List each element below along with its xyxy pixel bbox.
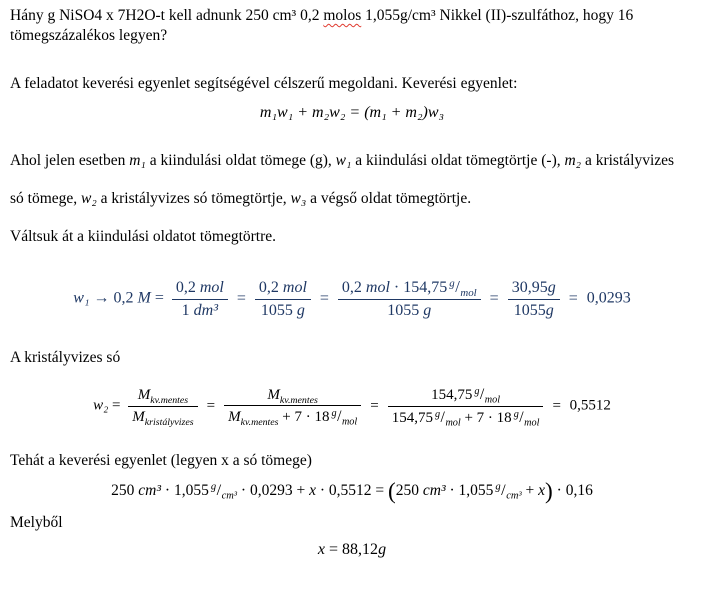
unit-numerator: g [434, 408, 441, 420]
whence-label: Melyből [10, 513, 63, 531]
unit-slash: / [519, 408, 524, 426]
equals-sign: = [108, 397, 125, 414]
g-per-cm3-unit [211, 480, 237, 503]
math-var-x: x [309, 481, 316, 499]
misspelled-word: molos [323, 7, 362, 24]
explain-seg: a kristályvizes só tömege, [10, 152, 675, 207]
intro-paragraph: A feladatot keverési egyenlet segítségével célszerű megoldani. Keverési egyenlet: [10, 75, 518, 92]
eq-term: 1055 [513, 301, 546, 319]
unit-slash: / [337, 408, 342, 426]
equals-sign: = [236, 289, 246, 307]
g-per-cm3-unit [495, 480, 521, 503]
eq-term: 30,95 [511, 278, 548, 296]
eq-term: M [137, 387, 151, 403]
explain-seg: a kristályvizes só tömegtörtje, [96, 190, 291, 207]
eq-subscript: kv.mentes [240, 417, 279, 429]
unit-numerator: g [474, 385, 480, 397]
eq-term: 1055 [260, 301, 297, 319]
math-var-w3: w₃ [290, 190, 307, 207]
result-equation [10, 539, 694, 560]
left-paren: ( [388, 477, 396, 504]
dot-operator: · [445, 481, 459, 499]
eq-term: · 0,16 [552, 481, 593, 499]
result-value: 0,0293 [586, 289, 631, 307]
math-var-x: x [317, 540, 326, 558]
math-var-w2: w₂ [81, 190, 97, 207]
unit-slash: / [479, 386, 485, 403]
mixing-equation-numeric [10, 477, 694, 504]
eq-term: g [296, 301, 305, 319]
eq-term: · 0,0293 + [237, 481, 310, 499]
unit-slash: / [440, 408, 445, 426]
unit-denominator: mol [524, 417, 540, 429]
eq-term: 1055 [387, 302, 424, 319]
eq-subscript: kv.mentes [150, 395, 189, 406]
eq-subscript: kristályvizes [144, 416, 194, 428]
unit-numerator: g [331, 408, 337, 420]
unit-numerator: g [210, 481, 217, 493]
unit-numerator: g [449, 277, 455, 290]
g-per-mol-unit [449, 277, 476, 298]
eq-term: 154,75 [403, 279, 448, 296]
eq-term: M [137, 289, 151, 307]
fraction [172, 278, 228, 321]
w2-equation [10, 385, 694, 428]
mixing-equation [10, 102, 694, 123]
therefore-label: Tehát a keverési egyenlet (legyen x a só tömege) [10, 451, 312, 469]
equals-sign: = [568, 289, 582, 307]
unit-numerator: g [495, 481, 501, 493]
eq-term: M [228, 409, 241, 426]
equals-sign: = [319, 289, 329, 307]
eq-term: dm³ [193, 301, 219, 319]
result-value: = 88,12 [325, 540, 379, 558]
question-part2: 1,055g/cm³ Nikkel (II)-szulfáthoz, hogy 16 tömegszázalékos legyen? [10, 7, 634, 44]
eq-term: g [423, 302, 432, 319]
unit-numerator: g [513, 408, 519, 420]
eq-term: 1 [181, 301, 194, 319]
eq-term: mol [365, 279, 390, 296]
explain-seg: a kiindulási oldat tömegtörtje (-), [351, 152, 565, 169]
question-part1: Hány g NiSO4 x 7H2O-t kell adnunk 250 cm³ 0,2 [10, 7, 324, 24]
eq-term: 1,055 [173, 481, 209, 499]
eq-term: 1,055 [458, 481, 494, 499]
unit-denominator: cm³ [506, 490, 522, 502]
dot-operator: · [389, 279, 404, 296]
math-var-w1: w₁ [335, 152, 352, 169]
equals-sign: = [206, 397, 216, 414]
eq-term: · 0,5512 = [315, 481, 388, 499]
eq-term: mol [282, 278, 307, 296]
explain-seg: a végső oldat tömegtörtje. [306, 190, 472, 207]
equals-sign: = [489, 289, 499, 307]
eq-term: g [547, 278, 556, 296]
eq-term: g [545, 301, 554, 319]
eq-term: 250 [395, 481, 423, 499]
eq-term: g [378, 540, 387, 558]
eq-term: mol [199, 278, 224, 296]
fraction [128, 386, 197, 427]
unit-denominator: cm³ [221, 490, 238, 502]
eq-term: cm³ [138, 481, 162, 499]
eq-term: 250 [111, 481, 139, 499]
fraction [255, 278, 311, 321]
question-paragraph [10, 6, 678, 45]
eq-term: + 7 · 18 [460, 409, 512, 426]
eq-term: 0,2 [175, 278, 200, 296]
g-per-mol-unit [474, 385, 500, 405]
eq-subscript: kv.mentes [279, 394, 318, 406]
result-value: 0,5512 [569, 397, 611, 414]
eq-term: M [132, 408, 145, 425]
eq-term: M [267, 386, 280, 403]
explain-seg: a kiindulási oldat tömege (g), [145, 152, 336, 169]
eq-term: 154,75 [431, 387, 473, 403]
equals-sign: = [150, 289, 168, 307]
salt-label: A kristályvizes só [10, 349, 121, 366]
math-var-x: x [538, 481, 546, 499]
right-paren: ) [545, 477, 553, 504]
math-var-m1: m₁ [129, 152, 146, 169]
convert-label: Váltsuk át a kiindulási oldatot tömegtörtre. [10, 228, 277, 245]
eq-term: 0,2 [258, 278, 283, 296]
equals-sign: = [370, 397, 379, 414]
fraction [388, 385, 544, 428]
unit-denominator: mol [341, 416, 358, 428]
unit-denominator: mol [445, 417, 461, 429]
plus-operator: + [521, 481, 539, 499]
eq-term: w₂ [93, 397, 109, 414]
arrow-symbol: → 0,2 [89, 289, 138, 307]
unit-slash: / [501, 480, 506, 499]
eq-term: w₁ [73, 289, 90, 307]
unit-denominator: mol [460, 286, 477, 299]
eq-term: 0,2 [341, 279, 366, 296]
fraction [338, 277, 481, 321]
w1-conversion-equation [10, 277, 694, 321]
g-per-mol-unit [435, 408, 461, 428]
g-per-mol-unit [514, 408, 540, 428]
g-per-mol-unit [331, 407, 357, 427]
unit-denominator: mol [484, 394, 501, 406]
fraction [508, 278, 560, 321]
explanation-paragraph [10, 142, 690, 218]
fraction [224, 386, 361, 428]
unit-slash: / [455, 277, 460, 296]
eq-term: + 7 · 18 [278, 409, 330, 426]
mixing-equation-text: m₁w₁ + m₂w₂ = (m₁ + m₂)w₃ [259, 104, 445, 121]
dot-operator: · [161, 481, 174, 499]
eq-term: cm³ [422, 481, 446, 499]
unit-slash: / [216, 480, 222, 499]
math-var-m2: m₂ [564, 152, 582, 169]
eq-term: 154,75 [391, 409, 433, 426]
explain-seg: Ahol jelen esetben [10, 152, 130, 169]
equals-sign: = [552, 397, 565, 414]
